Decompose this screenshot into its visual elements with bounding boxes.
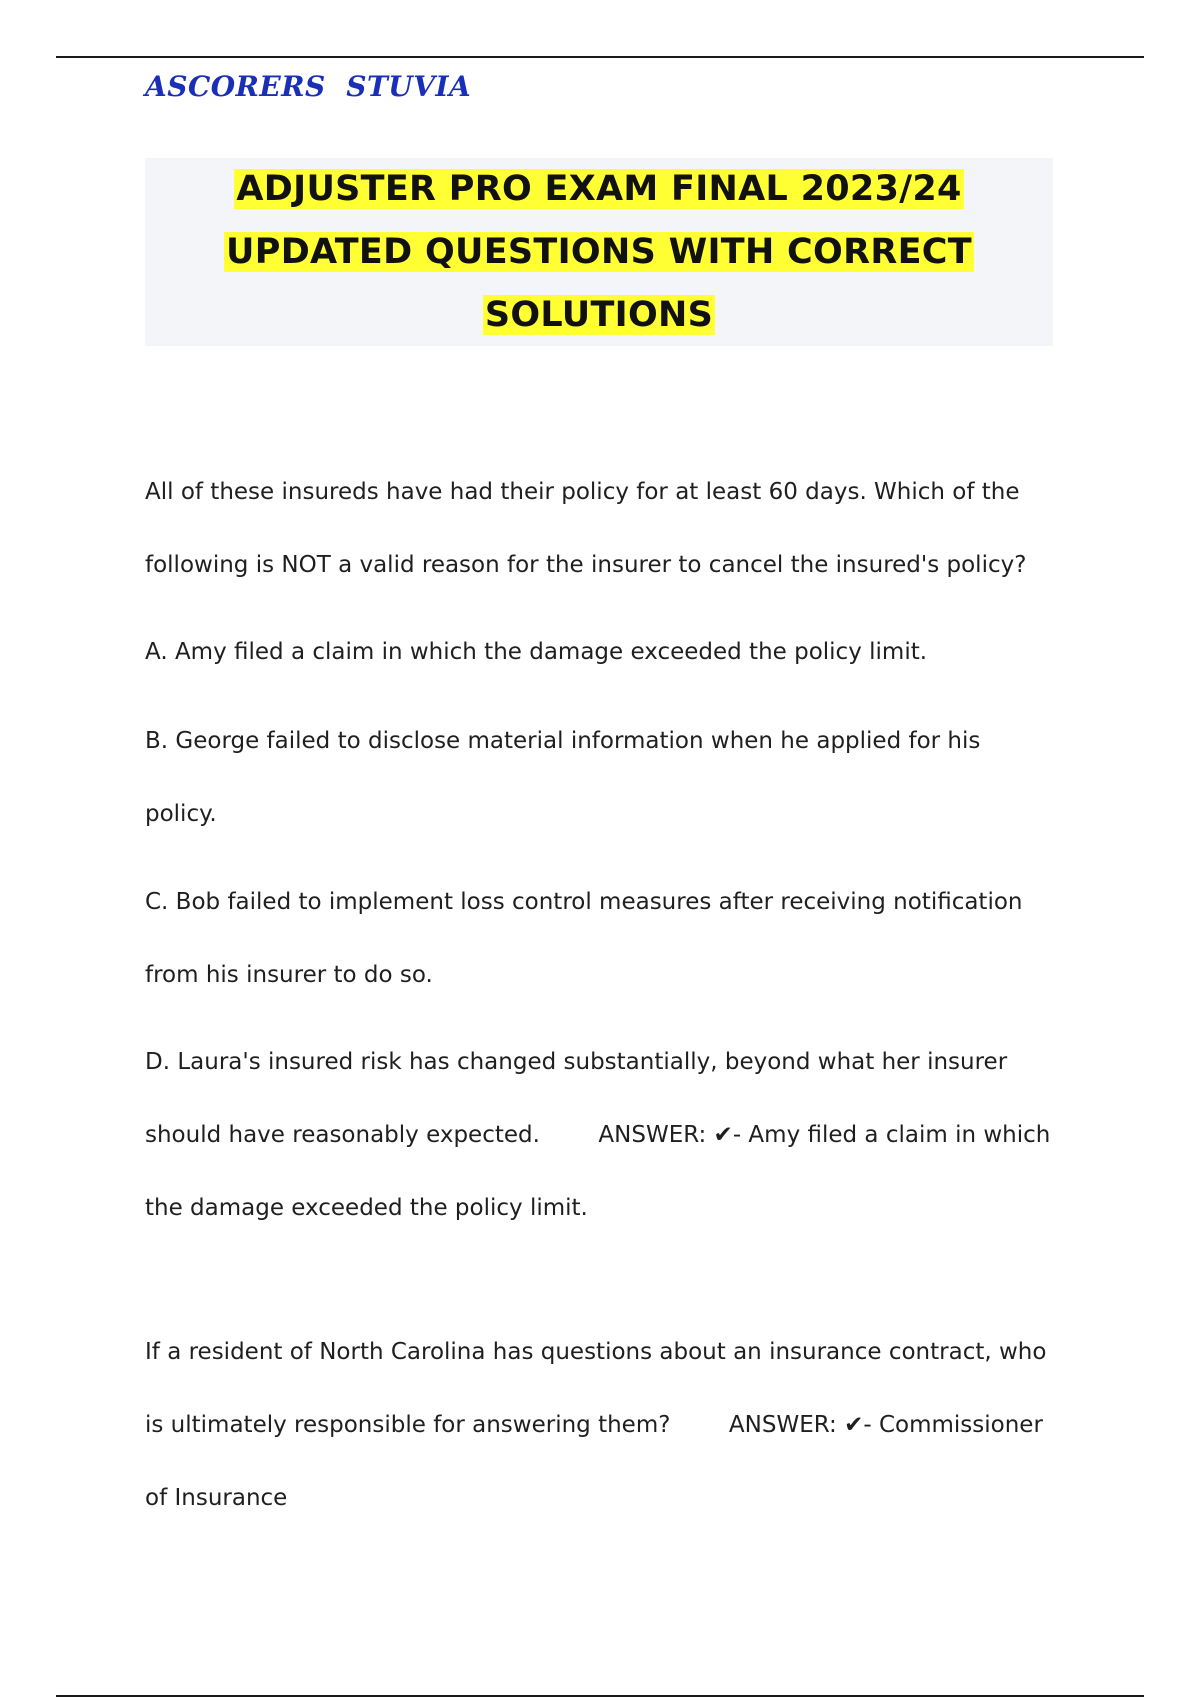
option-a: A. Amy filed a claim in which the damage exceeded the policy limit. — [145, 639, 928, 665]
brand-watermark: ASCORERS STUVIA — [145, 70, 472, 103]
option-b: B. George failed to disclose material information when he applied for his — [145, 728, 981, 754]
option-c: C. Bob failed to implement loss control measures after receiving notification — [145, 889, 1023, 915]
top-rule — [56, 56, 1144, 58]
option-b-continued: policy. — [145, 801, 217, 827]
answer-line: is ultimately responsible for answering them? ANSWER: ✔- Commissioner — [145, 1412, 1043, 1438]
question-1-line: following is NOT a valid reason for the insurer to cancel the insured's policy? — [145, 552, 1027, 578]
title-line: SOLUTIONS — [484, 295, 714, 335]
answer-line: should have reasonably expected. ANSWER: ✔- Amy filed a claim in which — [145, 1122, 1051, 1148]
question-1-line: All of these insureds have had their policy for at least 60 days. Which of the — [145, 479, 1020, 505]
title-line: UPDATED QUESTIONS WITH CORRECT — [226, 232, 972, 272]
title-line: ADJUSTER PRO EXAM FINAL 2023/24 — [236, 169, 962, 209]
option-d: D. Laura's insured risk has changed substantially, beyond what her insurer — [145, 1049, 1008, 1075]
option-c-continued: from his insurer to do so. — [145, 962, 433, 988]
question-2-line: If a resident of North Carolina has questions about an insurance contract, who — [145, 1339, 1047, 1365]
title-block — [145, 158, 1053, 346]
answer-continued: of Insurance — [145, 1485, 288, 1511]
bottom-rule — [56, 1695, 1144, 1697]
answer-continued: the damage exceeded the policy limit. — [145, 1195, 588, 1221]
